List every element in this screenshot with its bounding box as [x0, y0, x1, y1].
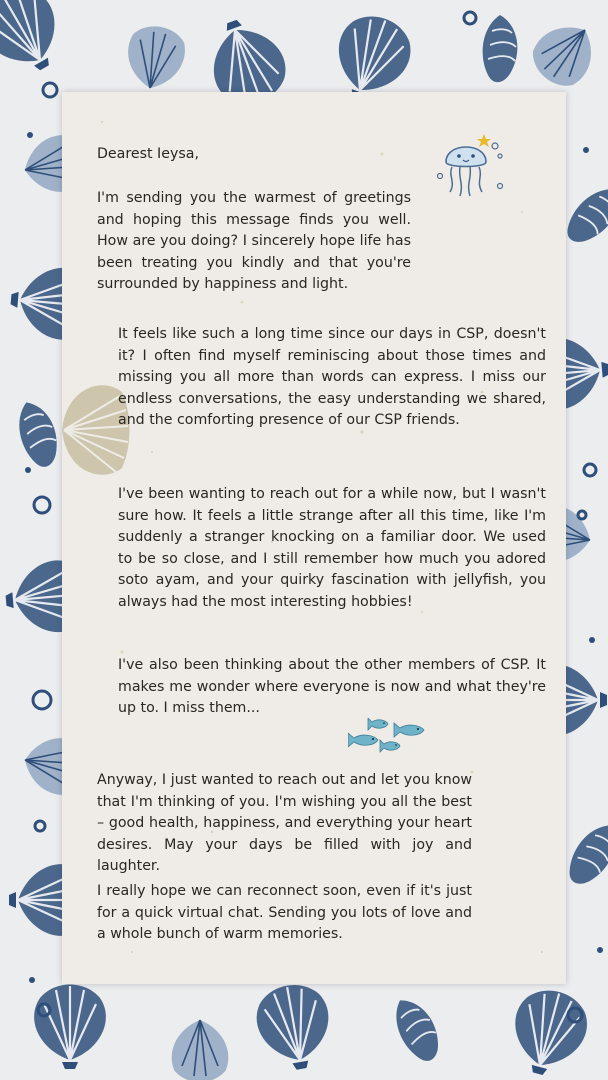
- letter-paper: [62, 92, 566, 984]
- paragraph-2: It feels like such a long time since our days in CSP, doesn't it? I often find myself reminiscing about those times and missing you all more than words can express. I miss our endless conversations, the easy understanding we shared, and the comforting presence of our CSP friends.: [118, 326, 546, 429]
- jellyfish-icon: [432, 128, 512, 202]
- salutation: Dearest Ieysa,: [97, 146, 199, 162]
- paragraph-6: I really hope we can reconnect soon, even if it's just for a quick virtual chat. Sending you lots of love and a whole bunch of warm memories.: [97, 883, 472, 943]
- fish-school-icon: [348, 718, 438, 758]
- paragraph-4: I've also been thinking about the other members of CSP. It makes me wonder where everyone is now and what they're up to. I miss them...: [118, 657, 546, 717]
- paragraph-1: I'm sending you the warmest of greetings and hoping this message finds you well. How are you doing? I sincerely hope life has been treating you kindly and that you're surrounded by happiness and light.: [97, 190, 411, 293]
- paragraph-5: Anyway, I just wanted to reach out and let you know that I'm thinking of you. I'm wishing you all the best – good health, happiness, and everything your heart desires. May your days be filled with joy and laughter.: [97, 772, 472, 875]
- paragraph-3: I've been wanting to reach out for a while now, but I wasn't sure how. It feels a little strange after all this time, like I'm suddenly a stranger knocking on a familiar door. We used to be so close, and I still remember how much you adored soto ayam, and your quirky fascination with jellyfish, you always had the most interesting hobbies!: [118, 486, 546, 610]
